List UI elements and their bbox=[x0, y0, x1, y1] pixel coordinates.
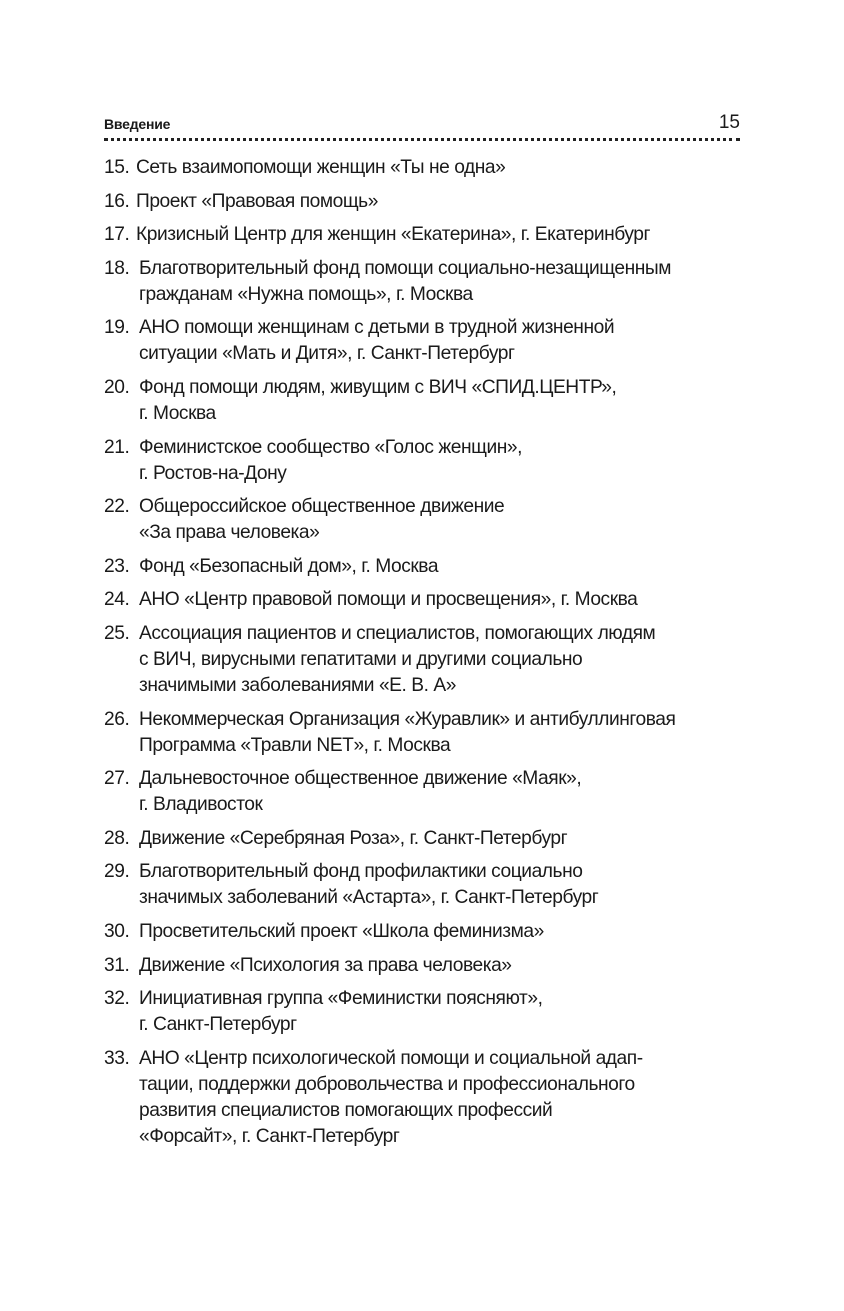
list-item-text: Движение «Психология за права человека» bbox=[139, 954, 512, 976]
list-item-text: Сеть взаимопомощи женщин «Ты не одна» bbox=[136, 157, 506, 178]
list-item-number: 21. bbox=[104, 436, 130, 458]
list-item-number: 31. bbox=[104, 954, 130, 976]
list-item bbox=[104, 766, 740, 818]
organization-list bbox=[104, 155, 740, 1150]
list-item-text: Инициативная группа «Феминистки поясняют», г. Санкт-Петербург bbox=[139, 988, 543, 1036]
list-item bbox=[104, 554, 740, 580]
list-item-number: 32. bbox=[104, 988, 130, 1010]
list-item-text: Некоммерческая Организация «Журавлик» и антибуллинговая Программа «Травли NET», г. Москва bbox=[139, 708, 676, 756]
list-item bbox=[104, 189, 740, 215]
list-item-number: 20. bbox=[104, 376, 130, 398]
list-item bbox=[104, 859, 740, 911]
list-item bbox=[104, 707, 740, 759]
list-item-text: Феминистское сообщество «Голос женщин», г. Ростов-на-Дону bbox=[139, 436, 522, 484]
list-item-number: 27. bbox=[104, 768, 130, 790]
list-item-number: 23. bbox=[104, 555, 130, 577]
list-item bbox=[104, 315, 740, 367]
list-item-number: 29. bbox=[104, 861, 130, 883]
list-item-text: Ассоциация пациентов и специалистов, помогающих людям с ВИЧ, вирусными гепатитами и другими социально значимыми заболеваниями «Е. В. А» bbox=[139, 622, 656, 696]
list-item-number: 26. bbox=[104, 708, 130, 730]
list-item-text: Просветительский проект «Школа феминизма» bbox=[139, 920, 544, 942]
list-item bbox=[104, 375, 740, 427]
list-item-number: 28. bbox=[104, 827, 130, 849]
list-item-number: 18. bbox=[104, 257, 130, 279]
list-item-number: 25. bbox=[104, 622, 130, 644]
list-item bbox=[104, 256, 740, 308]
list-item bbox=[104, 919, 740, 945]
list-item-text: Благотворительный фонд профилактики социально значимых заболеваний «Астарта», г. Санкт-Петербург bbox=[139, 861, 599, 909]
list-item bbox=[104, 986, 740, 1038]
list-item-number: 24. bbox=[104, 589, 130, 611]
list-item-text: АНО помощи женщинам с детьми в трудной жизненной ситуации «Мать и Дитя», г. Санкт-Петербург bbox=[139, 317, 615, 365]
list-item bbox=[104, 953, 740, 979]
list-item-text: Фонд «Безопасный дом», г. Москва bbox=[139, 555, 439, 577]
dotted-divider bbox=[104, 138, 740, 141]
list-item-text: Благотворительный фонд помощи социально-незащищенным гражданам «Нужна помощь», г. Москва bbox=[139, 257, 672, 305]
list-item-number: 16. bbox=[104, 190, 130, 212]
list-item-text: Дальневосточное общественное движение «Маяк», г. Владивосток bbox=[139, 768, 582, 816]
list-item-text: Кризисный Центр для женщин «Екатерина», г. Екатеринбург bbox=[136, 224, 651, 246]
list-item-number: 15. bbox=[104, 157, 130, 178]
list-item-number: 22. bbox=[104, 496, 130, 518]
list-item bbox=[104, 494, 740, 546]
section-title: Введение bbox=[104, 116, 171, 132]
list-item-text: Общероссийское общественное движение «За права человека» bbox=[139, 496, 505, 544]
list-item-text: АНО «Центр психологической помощи и социальной адап- тации, поддержки добровольчества и профессионального развития специалистов помогающих профессий «Форсайт», г. Санкт-Петербург bbox=[139, 1047, 643, 1147]
list-item-number: 33. bbox=[104, 1047, 130, 1069]
list-item bbox=[104, 621, 740, 699]
page-number: 15 bbox=[718, 112, 740, 133]
list-item-text: Фонд помощи людям, живущим с ВИЧ «СПИД.ЦЕНТР», г. Москва bbox=[139, 376, 617, 424]
book-page bbox=[104, 108, 740, 1166]
list-item bbox=[104, 155, 740, 181]
list-item-number: 17. bbox=[104, 224, 130, 246]
list-item bbox=[104, 435, 740, 487]
list-item-number: 30. bbox=[104, 920, 130, 942]
list-item-text: Движение «Серебряная Роза», г. Санкт-Петербург bbox=[139, 827, 568, 849]
list-item-number: 19. bbox=[104, 317, 130, 339]
list-item bbox=[104, 826, 740, 852]
list-item bbox=[104, 587, 740, 613]
list-item-text: Проект «Правовая помощь» bbox=[136, 190, 378, 212]
list-item-text: АНО «Центр правовой помощи и просвещения», г. Москва bbox=[139, 589, 638, 611]
running-header bbox=[104, 108, 740, 134]
list-item bbox=[104, 222, 740, 248]
list-item bbox=[104, 1046, 740, 1150]
